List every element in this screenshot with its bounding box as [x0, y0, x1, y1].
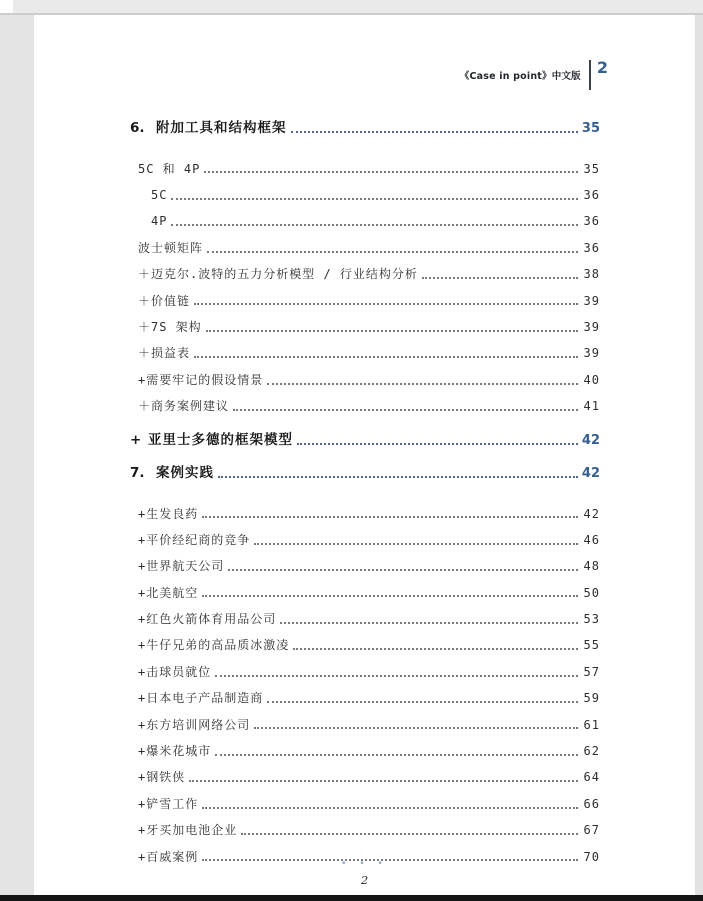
viewer-corner-square — [0, 0, 13, 13]
dot-leader — [297, 443, 578, 445]
dot-leader — [215, 754, 578, 756]
dot-leader — [202, 516, 578, 518]
header-page-number: 2 — [596, 58, 608, 77]
toc-entry-page[interactable]: 42 — [581, 465, 600, 481]
toc-row[interactable] — [130, 388, 600, 414]
toc-entry-title[interactable]: 附加工具和结构框架 — [156, 120, 287, 137]
dot-leader — [233, 409, 578, 411]
dot-leader — [171, 224, 578, 226]
page-header — [34, 59, 608, 91]
toc-row[interactable] — [130, 785, 600, 811]
toc-row[interactable] — [130, 176, 600, 202]
viewer-top-strip — [0, 0, 703, 15]
dot-leader — [267, 701, 578, 703]
toc-entry-page[interactable]: 48 — [583, 559, 600, 574]
toc-entry-page[interactable]: 39 — [583, 293, 600, 308]
dot-leader — [202, 595, 578, 597]
toc-entry-title[interactable]: +日本电子产品制造商 — [138, 691, 264, 706]
toc-entry-title[interactable]: +铲雪工作 — [138, 796, 199, 811]
viewer-bottom-edge — [0, 895, 703, 901]
toc-entry-page[interactable]: 55 — [583, 638, 600, 653]
toc-entry-title[interactable]: +红色火箭体育用品公司 — [138, 612, 277, 627]
dot-leader — [207, 251, 578, 253]
toc-entry-page[interactable]: 70 — [583, 849, 600, 864]
toc-entry-page[interactable]: 40 — [583, 372, 600, 387]
toc-entry-page[interactable]: 41 — [583, 399, 600, 414]
toc-row[interactable] — [130, 335, 600, 361]
dot-leader — [218, 476, 578, 478]
dot-leader — [291, 131, 578, 133]
toc-row[interactable] — [130, 460, 600, 482]
dot-leader — [228, 569, 578, 571]
dot-leader — [254, 543, 578, 545]
dot-leader — [280, 622, 578, 624]
toc-row[interactable] — [130, 361, 600, 387]
toc-entry-title[interactable]: +百威案例 — [138, 849, 199, 864]
toc-row[interactable] — [130, 203, 600, 229]
toc-entry-page[interactable]: 35 — [583, 161, 600, 176]
toc-entry-page[interactable]: 64 — [583, 770, 600, 785]
toc-section-number: 7. — [130, 465, 145, 482]
toc-entry-title[interactable]: 案例实践 — [156, 465, 214, 482]
dot-leader — [194, 356, 578, 358]
toc-entry-title[interactable]: +平价经纪商的竞争 — [138, 532, 251, 547]
toc-row[interactable] — [130, 812, 600, 838]
toc-row[interactable] — [130, 706, 600, 732]
toc-entry-page[interactable]: 57 — [583, 664, 600, 679]
toc-section-number: 6. — [130, 120, 145, 137]
toc-entry-page[interactable]: 53 — [583, 612, 600, 627]
page-footer — [34, 860, 695, 887]
toc-entry-title[interactable]: 4P — [151, 214, 168, 229]
toc-entry-page[interactable]: 42 — [583, 506, 600, 521]
toc-entry-page[interactable]: 61 — [583, 717, 600, 732]
toc-row[interactable] — [130, 574, 600, 600]
toc-entry-page[interactable]: 39 — [583, 319, 600, 334]
dot-leader — [215, 675, 578, 677]
toc-entry-title[interactable]: ＋7S 架构 — [138, 319, 202, 334]
toc-entry-title[interactable]: +需要牢记的假设情景 — [138, 372, 264, 387]
toc-entry-title[interactable]: 波士顿矩阵 — [138, 240, 204, 255]
toc-entry-title[interactable]: +爆米花城市 — [138, 744, 212, 759]
toc-entry-title[interactable]: +世界航天公司 — [138, 559, 225, 574]
toc-entry-page[interactable]: 59 — [583, 691, 600, 706]
toc-row[interactable] — [130, 425, 600, 449]
toc-row[interactable] — [130, 308, 600, 334]
toc-entry-title[interactable]: +东方培训网络公司 — [138, 717, 251, 732]
toc-row[interactable] — [130, 627, 600, 653]
toc-entry-page[interactable]: 46 — [583, 532, 600, 547]
toc-entry-page[interactable]: 36 — [583, 240, 600, 255]
toc-row[interactable] — [130, 759, 600, 785]
scrollbar-track[interactable] — [694, 15, 703, 901]
dot-leader — [241, 833, 578, 835]
toc-entry-page[interactable]: 42 — [581, 432, 600, 448]
toc-entry-title[interactable]: +牙买加电池企业 — [138, 823, 238, 838]
toc-entry-page[interactable]: 50 — [583, 585, 600, 600]
toc-entry-page[interactable]: 39 — [583, 346, 600, 361]
toc-entry-page[interactable]: 67 — [583, 823, 600, 838]
toc-row[interactable] — [130, 229, 600, 255]
toc-row[interactable] — [130, 521, 600, 547]
toc-row[interactable] — [130, 495, 600, 521]
toc-row[interactable] — [130, 548, 600, 574]
dot-leader — [204, 171, 578, 173]
dot-leader — [293, 648, 578, 650]
toc-entry-page[interactable]: 66 — [583, 796, 600, 811]
document-page — [34, 15, 695, 895]
toc-entry-page[interactable]: 38 — [583, 267, 600, 282]
dot-leader — [206, 330, 578, 332]
header-divider — [589, 60, 591, 90]
toc-entry-title[interactable]: ＋价值链 — [138, 293, 191, 308]
toc-entry-title[interactable]: +钢铁侠 — [138, 770, 186, 785]
dot-leader — [171, 198, 578, 200]
dot-leader — [194, 303, 578, 305]
toc-row[interactable] — [130, 115, 600, 137]
toc-row[interactable] — [130, 680, 600, 706]
toc-entry-title[interactable]: +牛仔兄弟的高品质冰激凌 — [138, 638, 290, 653]
toc-entry-title[interactable]: ＋损益表 — [138, 346, 191, 361]
toc-row[interactable] — [130, 150, 600, 176]
toc-row[interactable] — [130, 600, 600, 626]
toc-row[interactable] — [130, 282, 600, 308]
dot-leader — [202, 807, 578, 809]
dot-leader — [189, 780, 578, 782]
toc-list — [130, 115, 600, 864]
header-booklet-title: 《Case in point》中文版 — [459, 71, 581, 82]
toc-entry-title[interactable]: 5C 和 4P — [138, 161, 201, 176]
footer-page-number: 2 — [360, 873, 369, 887]
toc-entry-title[interactable]: ＋商务案例建议 — [138, 399, 230, 414]
toc-row[interactable] — [130, 653, 600, 679]
toc-entry-page[interactable]: 62 — [583, 744, 600, 759]
dot-leader — [267, 383, 578, 385]
toc-entry-page[interactable]: 35 — [581, 121, 600, 137]
footer-ornament-dots: • • • — [341, 859, 388, 869]
dot-leader — [422, 277, 578, 279]
toc-entry-title[interactable]: ＋迈克尔.波特的五力分析模型 / 行业结构分析 — [138, 267, 418, 282]
toc-entry-title[interactable]: +击球员就位 — [138, 664, 212, 679]
dot-leader — [254, 727, 578, 729]
toc-entry-page[interactable]: 36 — [583, 214, 600, 229]
toc-entry-title[interactable]: + 亚里士多德的框架模型 — [130, 432, 294, 449]
toc-entry-title[interactable]: 5C — [151, 187, 168, 202]
toc-entry-title[interactable]: +生发良药 — [138, 506, 199, 521]
toc-entry-title[interactable]: +北美航空 — [138, 585, 199, 600]
toc-row[interactable] — [130, 732, 600, 758]
toc-row[interactable] — [130, 256, 600, 282]
toc-entry-page[interactable]: 36 — [583, 187, 600, 202]
